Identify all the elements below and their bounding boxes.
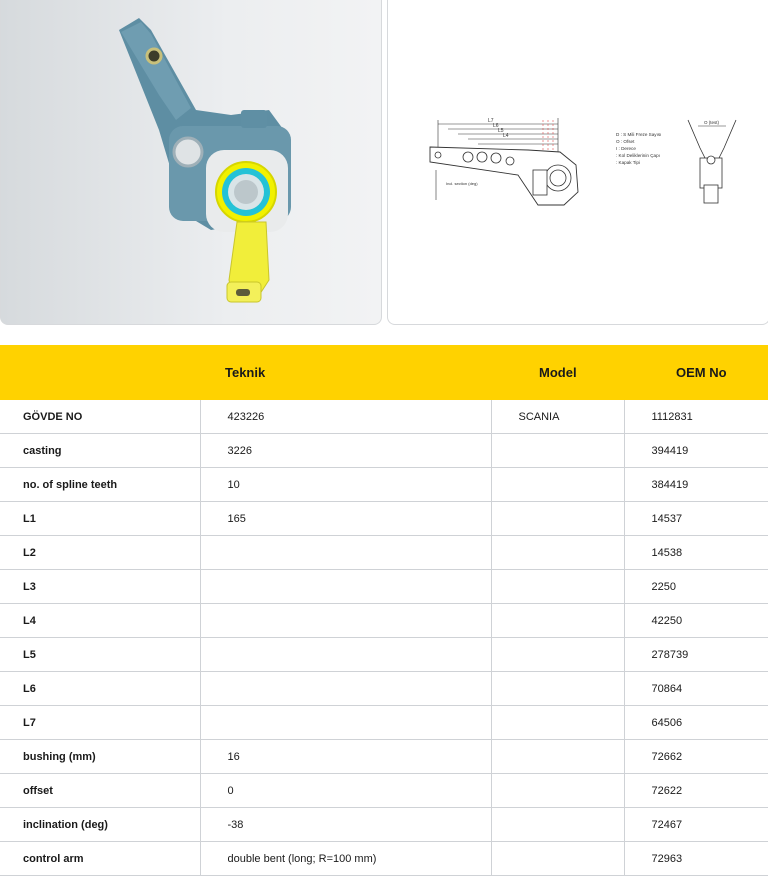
spec-label: inclination (deg): [0, 808, 200, 842]
spec-row: [0, 536, 768, 570]
spec-label: no. of spline teeth: [0, 468, 200, 502]
drawing-legend-item: I : Derece: [616, 146, 636, 151]
spec-label: offset: [0, 774, 200, 808]
spec-label: bushing (mm): [0, 740, 200, 774]
drawing-dim-label: L7: [488, 118, 494, 124]
spec-model: [491, 706, 624, 740]
spec-label: L3: [0, 570, 200, 604]
spec-row: [0, 570, 768, 604]
drawing-dim-label: L4: [503, 133, 509, 139]
technical-drawing: [388, 0, 768, 324]
spec-row: [0, 400, 768, 434]
spec-value: 10: [200, 468, 491, 502]
spec-oem-no: 14538: [624, 536, 768, 570]
header-oem-no: OEM No: [676, 365, 727, 380]
drawing-dim-label: L5: [498, 128, 504, 134]
spec-label: L5: [0, 638, 200, 672]
spec-label: L1: [0, 502, 200, 536]
drawing-side-note: Incl. section (deg): [446, 181, 478, 186]
spec-table-header: [0, 345, 768, 400]
spec-oem-no: 2250: [624, 570, 768, 604]
spec-row: [0, 842, 768, 876]
spec-oem-no: 14537: [624, 502, 768, 536]
spec-row: [0, 604, 768, 638]
spec-row: [0, 706, 768, 740]
spec-oem-no: 278739: [624, 638, 768, 672]
spec-row: [0, 468, 768, 502]
spec-value: [200, 638, 491, 672]
product-photo-panel[interactable]: [0, 0, 382, 325]
product-photo: [1, 0, 381, 324]
spec-model: [491, 842, 624, 876]
spec-value: 3226: [200, 434, 491, 468]
spec-row: [0, 774, 768, 808]
spec-model: SCANIA: [491, 400, 624, 434]
spec-table: [0, 345, 768, 876]
technical-drawing-panel[interactable]: [387, 0, 768, 325]
spec-oem-no: 384419: [624, 468, 768, 502]
spec-model: [491, 536, 624, 570]
spec-model: [491, 604, 624, 638]
spec-value: [200, 536, 491, 570]
spec-value: [200, 706, 491, 740]
drawing-legend-item: O : Ofset: [616, 139, 635, 144]
drawing-width-label: O (test): [704, 120, 720, 125]
drawing-legend-item: : Kol Deliklerinin Çapı: [616, 153, 660, 158]
spec-model: [491, 638, 624, 672]
drawing-legend-item: D : S Mili Freze Sayısı: [616, 132, 662, 137]
header-teknik: Teknik: [225, 365, 266, 380]
spec-value: 165: [200, 502, 491, 536]
spec-model: [491, 740, 624, 774]
spec-label: L2: [0, 536, 200, 570]
spec-oem-no: 42250: [624, 604, 768, 638]
product-images: [0, 0, 768, 345]
spec-value: [200, 672, 491, 706]
spec-model: [491, 774, 624, 808]
spec-label: L7: [0, 706, 200, 740]
spec-model: [491, 570, 624, 604]
drawing-legend-item: : Kapak Tipi: [616, 160, 641, 165]
spec-oem-no: 64506: [624, 706, 768, 740]
spec-row: [0, 502, 768, 536]
header-label-col: [0, 345, 200, 400]
spec-label: L4: [0, 604, 200, 638]
spec-model: [491, 672, 624, 706]
spec-model: [491, 468, 624, 502]
spec-model: [491, 502, 624, 536]
spec-oem-no: 1112831: [624, 400, 768, 434]
spec-row: [0, 638, 768, 672]
spec-label: GÖVDE NO: [0, 400, 200, 434]
spec-label: L6: [0, 672, 200, 706]
spec-oem-no: 70864: [624, 672, 768, 706]
spec-label: control arm: [0, 842, 200, 876]
header-model: Model: [539, 365, 577, 380]
spec-row: [0, 672, 768, 706]
spec-oem-no: 72467: [624, 808, 768, 842]
spec-value: 0: [200, 774, 491, 808]
spec-oem-no: 72963: [624, 842, 768, 876]
spec-row: [0, 740, 768, 774]
spec-value: [200, 570, 491, 604]
drawing-dim-label: L6: [493, 123, 499, 129]
spec-value: [200, 604, 491, 638]
spec-model: [491, 808, 624, 842]
spec-value: 423226: [200, 400, 491, 434]
spec-oem-no: 394419: [624, 434, 768, 468]
spec-oem-no: 72662: [624, 740, 768, 774]
spec-model: [491, 434, 624, 468]
spec-value: 16: [200, 740, 491, 774]
spec-row: [0, 808, 768, 842]
spec-oem-no: 72622: [624, 774, 768, 808]
spec-value: -38: [200, 808, 491, 842]
spec-row: [0, 434, 768, 468]
spec-label: casting: [0, 434, 200, 468]
spec-value: double bent (long; R=100 mm): [200, 842, 491, 876]
